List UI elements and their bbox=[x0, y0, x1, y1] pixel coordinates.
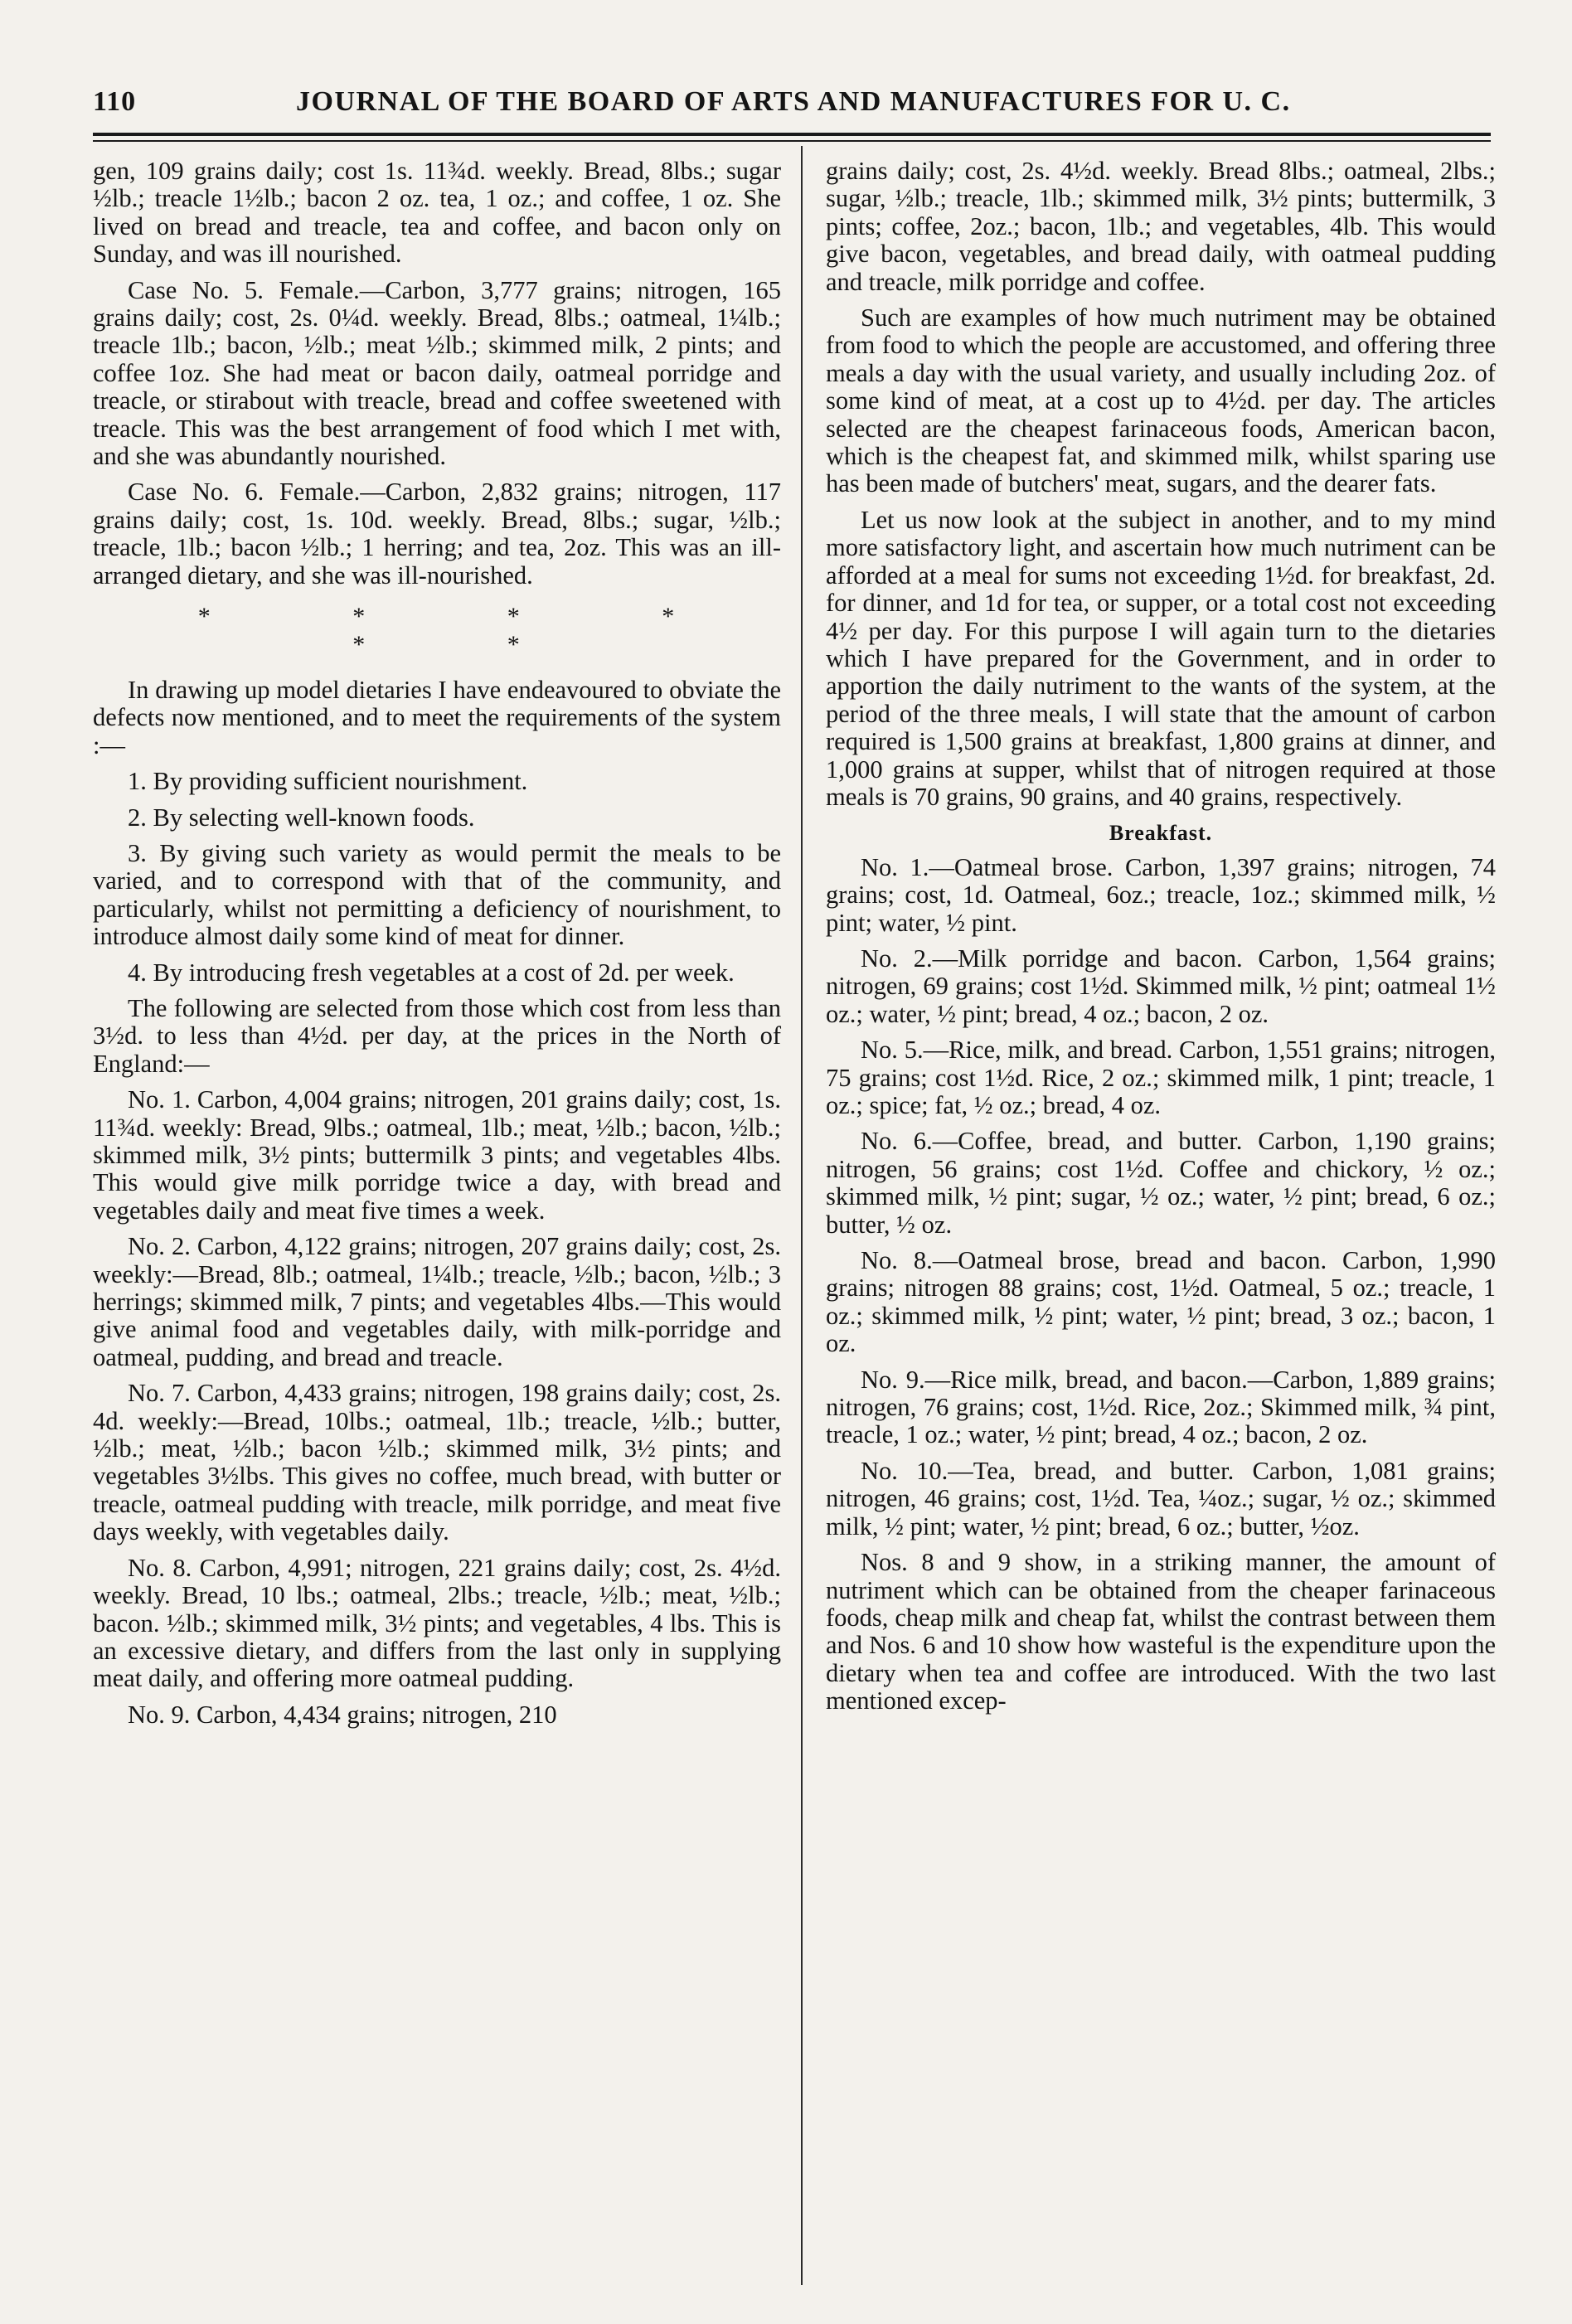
breakfast-entry: No. 8.—Oatmeal brose, bread and bacon. Carbon, 1,990 grains; nitrogen 88 grains; cost, 1½d. Oatmeal, 5 oz.; treacle, 1 oz.; skimmed milk, ½ pint; water, ½ pint; bread, 3 oz.; bacon, 1 oz. bbox=[826, 1246, 1496, 1358]
header-rule-thin bbox=[93, 140, 1491, 142]
header-rule-thick bbox=[93, 133, 1491, 136]
breakfast-entry: No. 5.—Rice, milk, and bread. Carbon, 1,551 grains; nitrogen, 75 grains; cost 1½d. Rice, 2 oz.; skimmed milk, 1 pint; treacle, 1 oz.; spice; fat, ½ oz.; bread, 4 oz. bbox=[826, 1036, 1496, 1119]
paragraph: No. 1. Carbon, 4,004 grains; nitrogen, 201 grains daily; cost, 1s. 11¾d. weekly: Bread, 9lbs.; oatmeal, 1lb.; meat, ½lb.; bacon, ½lb.; skimmed milk, 3½ pints; buttermilk 3 pints; and vegetables 4lbs. This would give milk porridge twice a day, with bread and vegetables daily and meat five times a week. bbox=[93, 1085, 781, 1225]
paragraph: The following are selected from those which cost from less than 3½d. to less than 4½d. per day, at the prices in the North of England:— bbox=[93, 993, 781, 1078]
paragraph: No. 9. Carbon, 4,434 grains; nitrogen, 210 bbox=[128, 1700, 557, 1729]
journal-title: JOURNAL OF THE BOARD OF ARTS AND MANUFACTURES FOR U. C. bbox=[296, 86, 1291, 117]
page-number: 110 bbox=[93, 86, 137, 117]
list-item: 4. By introducing fresh vegetables at a cost of 2d. per week. bbox=[128, 958, 735, 987]
paragraph: No. 7. Carbon, 4,433 grains; nitrogen, 198 grains daily; cost, 2s. 4d. weekly:—Bread, 10lbs.; oatmeal, 1lb.; treacle, ½lb.; butter, ½lb.; meat, ½lb.; bacon ½lb.; skimmed milk, 3½ pints; and vegetables 3½lbs. This gives no coffee, much bread, with butter or treacle, oatmeal pudding with treacle, milk porridge, and meat five days weekly, with vegetables daily. bbox=[93, 1379, 781, 1546]
paragraph: Nos. 8 and 9 show, in a striking manner, the amount of nutriment which can be obtained from the cheaper farinaceous foods, cheap milk and cheap fat, whilst the contrast between them and Nos. 6 and 10 show how wasteful is the expenditure upon the dietary when tea and coffee are introduced. With the two last mentioned excep- bbox=[826, 1548, 1496, 1715]
left-column bbox=[93, 158, 781, 1737]
section-break-stars: * * * * * * bbox=[197, 603, 743, 658]
right-column bbox=[826, 158, 1496, 1724]
paragraph: Such are examples of how much nutriment may be obtained from food to which the people are accustomed, and offering three meals a day with the usual variety, and usually including 2oz. of some kind of meat, at a cost up to 4½d. per day. The articles selected are the cheapest farinaceous foods, American bacon, which is the cheapest fat, and skimmed milk, whilst sparing use has been made of butchers' meat, sugars, and the dearer fats. bbox=[826, 303, 1496, 498]
list-item: 3. By giving such variety as would permit the meals to be varied, and to correspond with that of the community, and particularly, whilst not permitting a deficiency of nourishment, to introduce almost daily some kind of meat for dinner. bbox=[93, 838, 781, 951]
paragraph: No. 8. Carbon, 4,991; nitrogen, 221 grains daily; cost, 2s. 4½d. weekly. Bread, 10 lbs.; oatmeal, 2lbs.; treacle, ½lb.; meat, ½lb.; bacon. ½lb.; skimmed milk, 3½ pints; and vegetables, 4 lbs. This is an excessive dietary, and differs from the last only in supplying meat daily, and offering more oatmeal pudding. bbox=[93, 1553, 781, 1693]
paragraph: gen, 109 grains daily; cost 1s. 11¾d. weekly. Bread, 8lbs.; sugar ½lb.; treacle 1½lb.; bacon 2 oz. tea, 1 oz.; and coffee, 1 oz. She lived on bread and treacle, tea and coffee, and bacon only on Sunday, and was ill nourished. bbox=[93, 157, 781, 269]
paragraph: In drawing up model dietaries I have endeavoured to obviate the defects now mentioned, and to meet the requirements of the system :— bbox=[93, 675, 781, 759]
list-item: 2. By selecting well-known foods. bbox=[128, 803, 475, 832]
breakfast-entry: No. 10.—Tea, bread, and butter. Carbon, 1,081 grains; nitrogen, 46 grains; cost, 1½d. Tea, ¼oz.; sugar, ½ oz.; skimmed milk, ½ pint; water, ½ pint; bread, 6 oz.; butter, ½oz. bbox=[826, 1456, 1496, 1540]
paragraph: Case No. 6. Female.—Carbon, 2,832 grains; nitrogen, 117 grains daily; cost, 1s. 10d. weekly. Bread, 8lbs.; sugar, ½lb.; treacle, 1lb.; bacon ½lb.; 1 herring; and tea, 2oz. This was an ill-arranged dietary, and she was ill-nourished. bbox=[93, 478, 781, 589]
paragraph: Case No. 5. Female.—Carbon, 3,777 grains; nitrogen, 165 grains daily; cost, 2s. 0¼d. weekly. Bread, 8lbs.; oatmeal, 1¼lb.; treacle 1lb.; bacon, ½lb.; meat ½lb.; skimmed milk, 2 pints; and coffee 1oz. She had meat or bacon daily, oatmeal porridge and treacle, or stirabout with treacle, bread and coffee sweetened with treacle. This was the best arrangement of food which I met with, and she was abundantly nourished. bbox=[93, 275, 781, 471]
breakfast-entry: No. 9.—Rice milk, bread, and bacon.—Carbon, 1,889 grains; nitrogen, 76 grains; cost, 1½d. Rice, 2oz.; Skimmed milk, ¾ pint, treacle, 1 oz.; water, ½ pint; bread, 4 oz.; bacon, 2 oz. bbox=[826, 1365, 1496, 1449]
running-header bbox=[93, 86, 1494, 129]
column-divider bbox=[801, 146, 803, 2285]
breakfast-entry: No. 6.—Coffee, bread, and butter. Carbon, 1,190 grains; nitrogen, 56 grains; cost 1½d. Coffee and chickory, ½ oz.; skimmed milk, ½ pint; sugar, ½ oz.; water, ½ pint; bread, 6 oz.; butter, ½ oz. bbox=[826, 1127, 1496, 1239]
list-item: 1. By providing sufficient nourishment. bbox=[128, 767, 528, 796]
paragraph: No. 2. Carbon, 4,122 grains; nitrogen, 207 grains daily; cost, 2s. weekly:—Bread, 8lb.; oatmeal, 1¼lb.; treacle, ½lb.; bacon, ½lb.; 3 herrings; skimmed milk, 7 pints; and vegetables 4lbs.—This would give animal food and vegetables daily, with milk-porridge and oatmeal, pudding, and bread and treacle. bbox=[93, 1232, 781, 1371]
breakfast-entry: No. 1.—Oatmeal brose. Carbon, 1,397 grains; nitrogen, 74 grains; cost, 1d. Oatmeal, 6oz.; treacle, 1oz.; skimmed milk, ½ pint; water, ½ pint. bbox=[826, 852, 1496, 937]
paragraph: grains daily; cost, 2s. 4½d. weekly. Bread 8lbs.; oatmeal, 2lbs.; sugar, ½lb.; treacle, 1lb.; skimmed milk, 3½ pints; buttermilk, 3 pints; coffee, 2oz.; bacon, 1lb.; and vegetables, 4lb. This would give bacon, vegetables, and bread daily, with oatmeal pudding and treacle, milk porridge and coffee. bbox=[826, 157, 1496, 296]
section-heading-breakfast: Breakfast. bbox=[1109, 821, 1213, 846]
breakfast-entry: No. 2.—Milk porridge and bacon. Carbon, 1,564 grains; nitrogen, 69 grains; cost 1½d. Skimmed milk, ½ pint; oatmeal 1½ oz.; water, ½ pint; bread, 4 oz.; bacon, 2 oz. bbox=[826, 944, 1496, 1028]
paragraph: Let us now look at the subject in another, and to my mind more satisfactory light, and ascertain how much nutriment can be afforded at a meal for sums not exceeding 1½d. for breakfast, 2d. for dinner, and 1d for tea, or supper, or a total cost not exceeding 4½ per day. For this purpose I will again turn to the dietaries which I have prepared for the Government, and in order to apportion the daily nutriment to the wants of the system, at the period of the three meals, I will state that the amount of carbon required is 1,500 grains at breakfast, 1,800 grains at dinner, and 1,000 grains at supper, whilst that of nitrogen required at those meals is 70 grains, 90 grains, and 40 grains, respectively. bbox=[826, 505, 1496, 811]
